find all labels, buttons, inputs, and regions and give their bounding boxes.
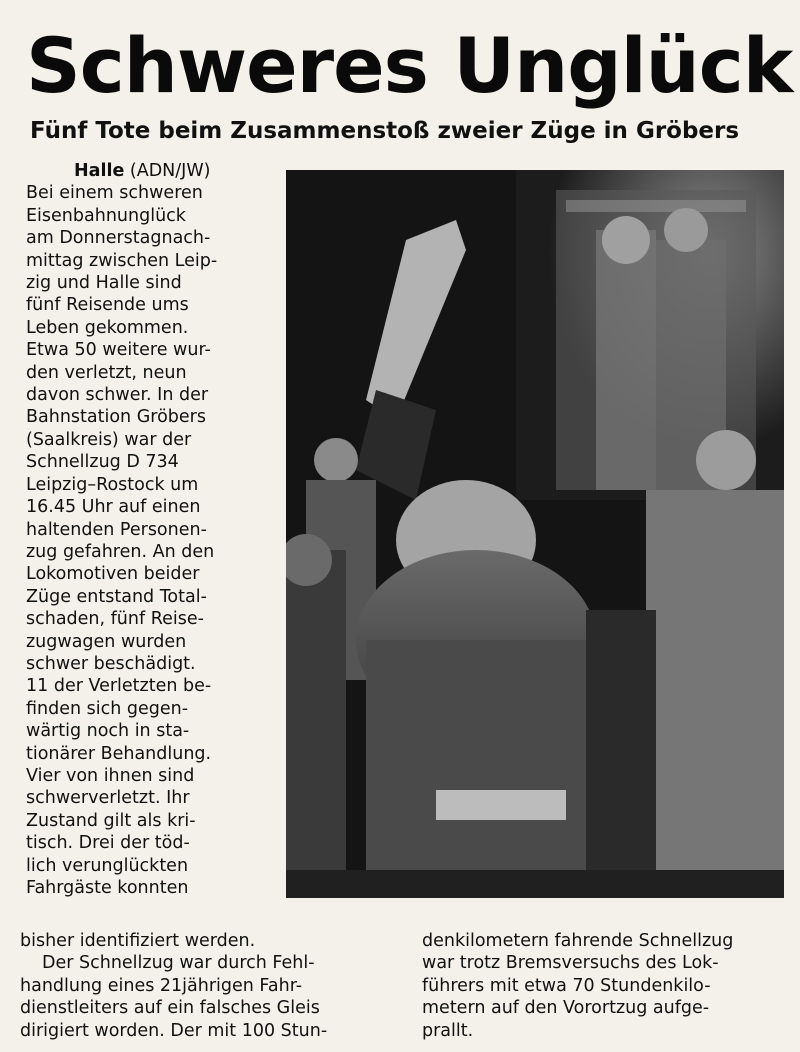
text-line: Leben gekommen. (26, 317, 189, 338)
text-line: Züge entstand Total- (26, 586, 207, 607)
bottom-left-body (20, 930, 390, 1042)
text-line: Vier von ihnen sind (26, 765, 195, 786)
text-line: Eisenbahnunglück (26, 205, 186, 226)
text-line: Etwa 50 weitere wur- (26, 340, 211, 361)
text-line: wärtig noch in sta- (26, 721, 190, 742)
text-line: den verletzt, neun (26, 362, 187, 383)
text-line: Schnellzug D 734 (26, 452, 179, 473)
text-line: haltenden Personen- (26, 519, 207, 540)
text-line: Fahrgäste konnten (26, 878, 189, 898)
text-line: 16.45 Uhr auf einen (26, 497, 201, 518)
text-line: schwer beschädigt. (26, 653, 196, 674)
left-column-body (26, 182, 284, 899)
text-line: denkilometern fahrende Schnellzug (422, 931, 734, 951)
dateline (26, 160, 284, 182)
accident-photo (286, 170, 784, 898)
text-line: Lokomotiven beider (26, 564, 200, 585)
left-column (26, 160, 284, 899)
text-line: Zustand gilt als kri- (26, 810, 196, 831)
text-line: prallt. (422, 1020, 474, 1041)
headline: Schweres Unglück (26, 21, 793, 110)
bottom-right-body (422, 930, 794, 1042)
bottom-right-column (422, 930, 794, 1042)
text-line: lich verunglückten (26, 855, 189, 876)
photo-illustration (286, 170, 784, 898)
bottom-left-column (20, 930, 390, 1042)
text-line: war trotz Bremsversuchs des Lok- (422, 953, 719, 974)
text-line: dienstleiters auf ein falsches Gleis (20, 998, 320, 1019)
text-line: tisch. Drei der töd- (26, 833, 190, 854)
text-line: zug gefahren. An den (26, 541, 215, 562)
dateline-place: Halle (74, 161, 125, 181)
text-line: schaden, fünf Reise- (26, 609, 204, 630)
text-line: bisher identifiziert werden. (20, 931, 256, 951)
text-line: fünf Reisende ums (26, 295, 189, 316)
text-line: Der Schnellzug war durch Fehl- (42, 953, 315, 974)
text-line: handlung eines 21jährigen Fahr- (20, 975, 303, 996)
text-line: Bahnstation Gröbers (26, 407, 206, 428)
text-line: Leipzig–Rostock um (26, 474, 199, 495)
text-line: finden sich gegen- (26, 698, 189, 719)
text-line: (Saalkreis) war der (26, 429, 192, 450)
subheadline: Fünf Tote beim Zusammenstoß zweier Züge in Gröbers (30, 118, 740, 144)
text-line: führers mit etwa 70 Stundenkilo- (422, 975, 711, 996)
text-line: Bei einem schweren (26, 183, 203, 204)
text-line: schwerverletzt. Ihr (26, 788, 190, 809)
text-line: davon schwer. In der (26, 385, 209, 406)
dateline-agency: (ADN/JW) (129, 161, 211, 181)
text-line: am Donnerstagnach- (26, 228, 211, 249)
text-line: metern auf den Vorortzug aufge- (422, 998, 710, 1019)
text-line: zig und Halle sind (26, 273, 182, 294)
text-line: 11 der Verletzten be- (26, 676, 212, 697)
text-line: zugwagen wurden (26, 631, 187, 652)
text-line: tionärer Behandlung. (26, 743, 212, 764)
text-line: mittag zwischen Leip- (26, 250, 218, 271)
text-line: dirigiert worden. Der mit 100 Stun- (20, 1020, 328, 1041)
